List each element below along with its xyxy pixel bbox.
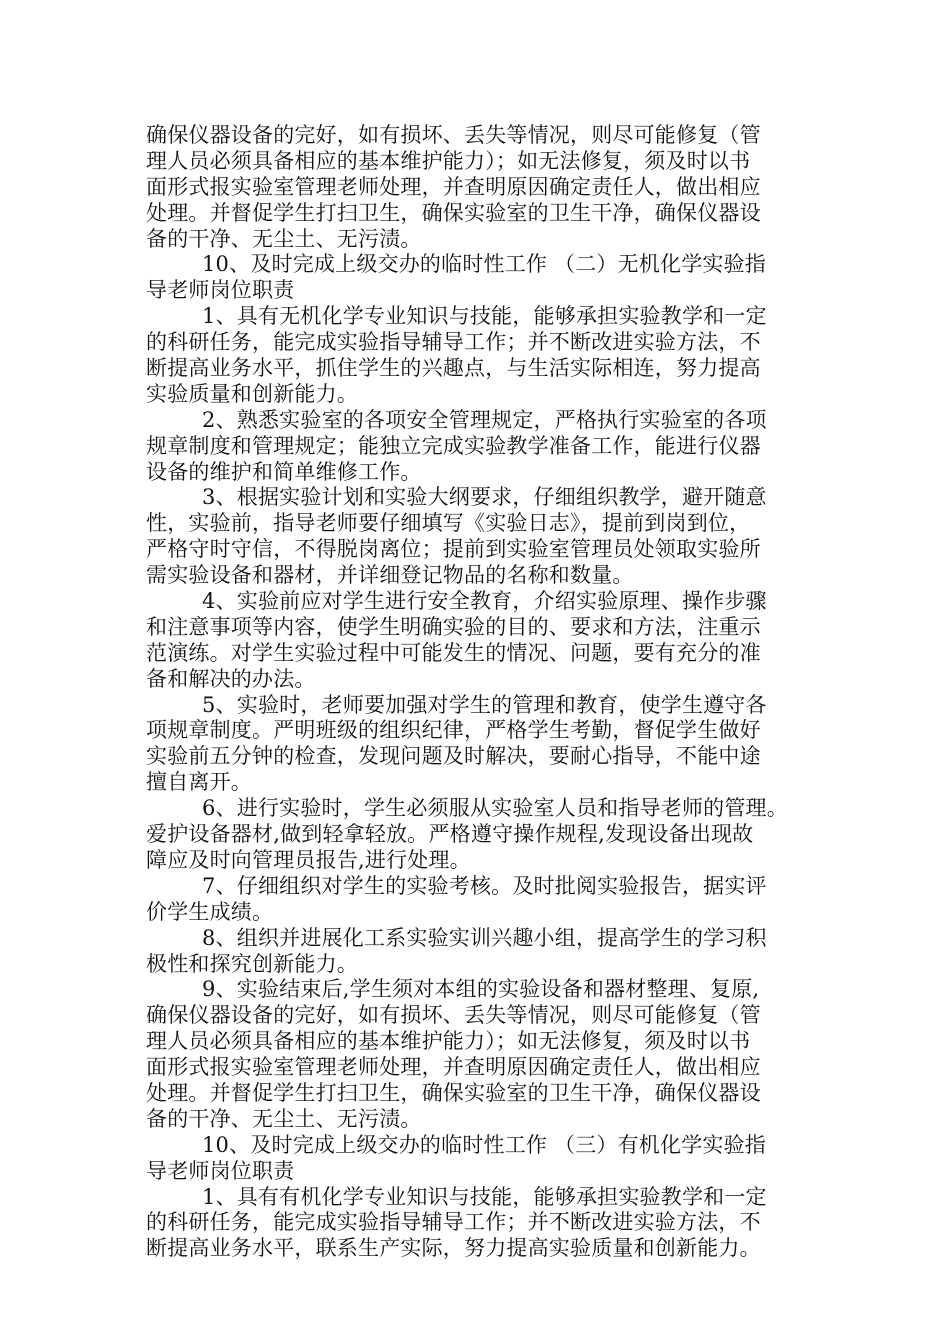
text-line: 擅自离开。: [146, 770, 252, 795]
text-line: 2、熟悉实验室的各项安全管理规定，严格执行实验室的各项: [202, 407, 767, 432]
text-line: 7、仔细组织对学生的实验考核。及时批阅实验报告，据实评: [202, 873, 767, 898]
text-line: 极性和探究创新能力。: [146, 951, 358, 976]
text-line: 理人员必须具备相应的基本维护能力）；如无法修复，须及时以书: [146, 1029, 751, 1054]
text-line: 障应及时向管理员报告,进行处理。: [146, 847, 471, 872]
text-line: 确保仪器设备的完好，如有损坏、丢失等情况，则尽可能修复（管: [146, 1003, 761, 1028]
text-line: 范演练。对学生实验过程中可能发生的情况、问题，要有充分的准: [146, 640, 761, 665]
text-line: 性，实验前，指导老师要仔细填写《实验日志》，提前到岗到位，: [146, 511, 751, 536]
text-line: 处理。并督促学生打扫卫生，确保实验室的卫生干净，确保仪器设: [146, 1080, 761, 1105]
text-line: 爱护设备器材,做到轻拿轻放。严格遵守操作规程,发现设备出现故: [146, 822, 754, 847]
text-line: 导老师岗位职责: [146, 1158, 295, 1183]
text-line: 项规章制度。严明班级的组织纪律，严格学生考勤，督促学生做好: [146, 718, 761, 743]
text-line: 确保仪器设备的完好，如有损坏、丢失等情况，则尽可能修复（管: [146, 123, 761, 147]
text-line: 3、根据实验计划和实验大纲要求，仔细组织教学，避开随意: [202, 485, 767, 510]
text-line: 备的干净、无尘土、无污渍。: [146, 1106, 422, 1131]
text-line: 处理。并督促学生打扫卫生，确保实验室的卫生干净，确保仪器设: [146, 200, 761, 225]
text-line: 面形式报实验室管理老师处理，并查明原因确定责任人，做出相应: [146, 1055, 761, 1080]
text-line: 1、具有有机化学专业知识与技能，能够承担实验教学和一定: [202, 1184, 767, 1209]
text-line: 5、实验时，老师要加强对学生的管理和教育，使学生遵守各: [202, 692, 767, 717]
text-line: 导老师岗位职责: [146, 278, 295, 303]
text-line: 断提高业务水平，抓住学生的兴趣点，与生活实际相连，努力提高: [146, 356, 761, 381]
text-line: 的科研任务，能完成实验指导辅导工作；并不断改进实验方法，不: [146, 1210, 761, 1235]
text-line: 价学生成绩。: [146, 899, 274, 924]
text-line: 10、及时完成上级交办的临时性工作 （三）有机化学实验指: [202, 1132, 766, 1157]
text-line: 严格守时守信，不得脱岗离位；提前到实验室管理员处领取实验所: [146, 537, 761, 562]
text-line: 理人员必须具备相应的基本维护能力）；如无法修复，须及时以书: [146, 148, 751, 173]
text-line: 10、及时完成上级交办的临时性工作 （二）无机化学实验指: [202, 252, 766, 277]
text-line: 面形式报实验室管理老师处理，并查明原因确定责任人，做出相应: [146, 174, 761, 199]
text-line: 设备的维护和简单维修工作。: [146, 459, 422, 484]
text-line: 实验质量和创新能力。: [146, 381, 358, 406]
text-line: 备和解决的办法。: [146, 666, 316, 691]
text-line: 6、进行实验时，学生必须服从实验室人员和指导老师的管理。: [202, 796, 788, 821]
text-line: 规章制度和管理规定；能独立完成实验教学准备工作，能进行仪器: [146, 433, 761, 458]
text-line: 实验前五分钟的检查，发现问题及时解决，要耐心指导，不能中途: [146, 744, 761, 769]
text-line: 断提高业务水平，联系生产实际，努力提高实验质量和创新能力。: [146, 1236, 761, 1261]
text-line: 4、实验前应对学生进行安全教育，介绍实验原理、操作步骤: [202, 589, 767, 614]
text-line: 和注意事项等内容，使学生明确实验的目的、要求和方法，注重示: [146, 614, 761, 639]
text-line: 备的干净、无尘土、无污渍。: [146, 226, 422, 251]
text-line: 需实验设备和器材，并详细登记物品的名称和数量。: [146, 563, 634, 588]
document-body: [146, 123, 810, 1262]
text-line: 8、组织并进展化工系实验实训兴趣小组，提高学生的学习积: [202, 925, 767, 950]
text-line: 9、实验结束后,学生须对本组的实验设备和器材整理、复原,: [202, 977, 760, 1002]
text-line: 1、具有无机化学专业知识与技能，能够承担实验教学和一定: [202, 304, 767, 329]
text-line: 的科研任务，能完成实验指导辅导工作；并不断改进实验方法，不: [146, 330, 761, 355]
